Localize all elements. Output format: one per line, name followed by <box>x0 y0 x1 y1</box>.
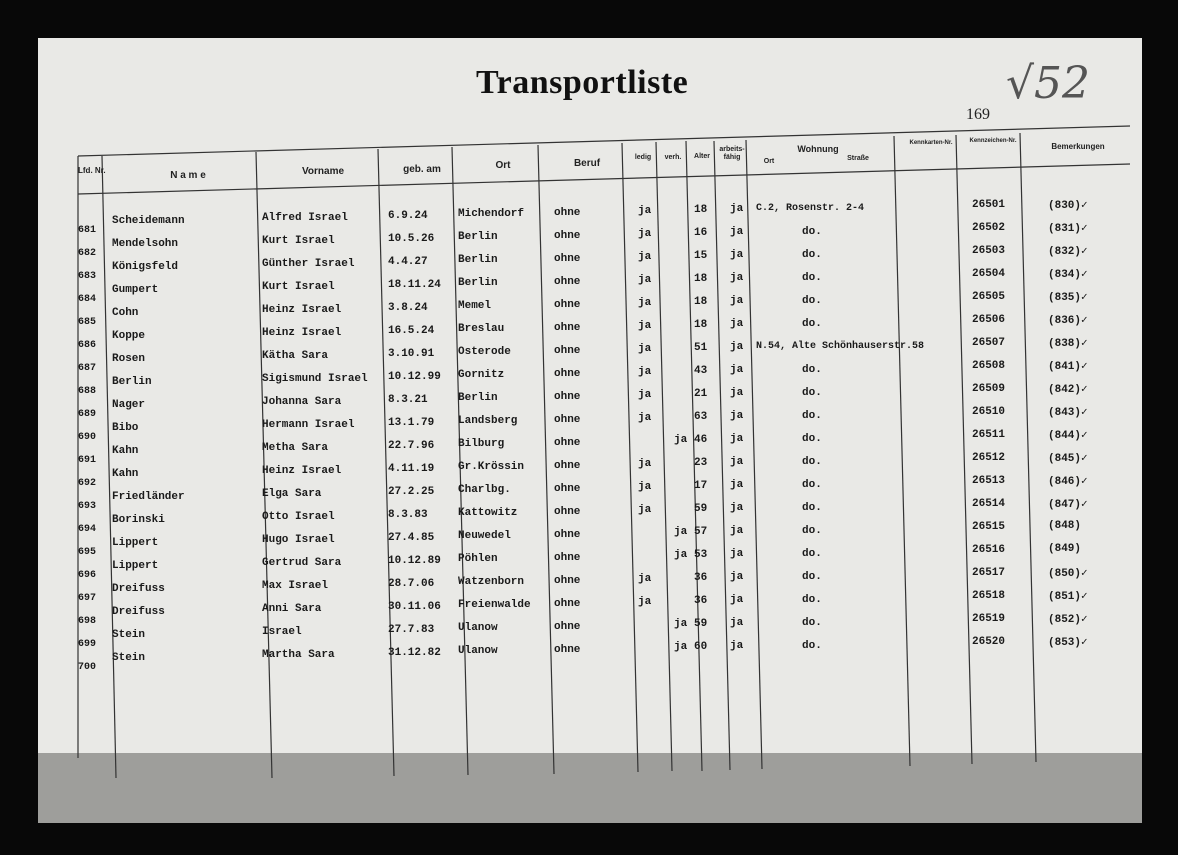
cell-arbeitsfaehig: ja <box>730 571 744 583</box>
cell-geb-am: 31.12.82 <box>388 647 441 659</box>
cell-wohnung: do. <box>802 387 822 399</box>
cell-bemerkungen: (850)✓ <box>1048 568 1088 580</box>
cell-ledig: ja <box>638 596 652 608</box>
cell-vorname: Metha Sara <box>262 442 329 454</box>
cell-name: Nager <box>112 399 146 411</box>
cell-name: Koppe <box>112 330 146 342</box>
cell-geb-am: 27.4.85 <box>388 532 435 544</box>
cell-vorname: Johanna Sara <box>262 396 342 408</box>
cell-ort: Osterode <box>458 346 511 358</box>
cell-ort: Neuwedel <box>458 530 511 542</box>
cell-geb-am: 8.3.83 <box>388 509 428 521</box>
cell-wohnung: do. <box>802 640 822 652</box>
cell-verh: ja <box>674 549 688 561</box>
cell-kennzeichen: 26517 <box>972 567 1006 579</box>
cell-wohnung: C.2, Rosenstr. 2-4 <box>756 203 865 214</box>
cell-geb-am: 27.2.25 <box>388 486 435 498</box>
cell-arbeitsfaehig: ja <box>730 203 744 215</box>
cell-beruf: ohne <box>554 621 581 633</box>
cell-vorname: Gertrud Sara <box>262 557 342 569</box>
cell-wohnung: do. <box>802 249 822 261</box>
cell-ort: Berlin <box>458 231 498 243</box>
cell-ort: Michendorf <box>458 208 525 220</box>
cell-alter: 59 <box>694 618 708 630</box>
cell-ledig: ja <box>638 205 652 217</box>
cell-ledig: ja <box>638 251 652 263</box>
header-lfd-nr: Lfd. Nr. <box>78 166 106 175</box>
cell-wohnung: do. <box>802 364 822 376</box>
cell-ledig: ja <box>638 412 652 424</box>
cell-bemerkungen: (832)✓ <box>1048 246 1088 258</box>
cell-ort: Berlin <box>458 277 498 289</box>
cell-kennzeichen: 26505 <box>972 291 1006 303</box>
cell-ledig: ja <box>638 458 652 470</box>
cell-name: Dreifuss <box>112 583 165 595</box>
cell-bemerkungen: (835)✓ <box>1048 292 1088 304</box>
cell-alter: 36 <box>694 595 708 607</box>
header-ledig: ledig <box>634 154 652 161</box>
header-name: N a m e <box>170 170 206 181</box>
cell-ledig: ja <box>638 320 652 332</box>
cell-beruf: ohne <box>554 276 581 288</box>
header-wohnung-strasse: Straße <box>847 155 869 162</box>
header-beruf: Beruf <box>573 158 601 169</box>
cell-arbeitsfaehig: ja <box>730 249 744 261</box>
cell-wohnung: do. <box>802 272 822 284</box>
cell-wohnung: do. <box>802 594 822 606</box>
cell-lfd-nr: 682 <box>78 248 97 259</box>
cell-lfd-nr: 685 <box>78 317 97 328</box>
cell-geb-am: 10.12.89 <box>388 555 441 567</box>
cell-arbeitsfaehig: ja <box>730 525 744 537</box>
cell-beruf: ohne <box>554 552 581 564</box>
cell-ledig: ja <box>638 366 652 378</box>
cell-alter: 57 <box>694 526 708 538</box>
cell-beruf: ohne <box>554 322 581 334</box>
cell-geb-am: 28.7.06 <box>388 578 435 590</box>
cell-lfd-nr: 698 <box>78 616 97 627</box>
cell-verh: ja <box>674 641 688 653</box>
cell-alter: 18 <box>694 204 708 216</box>
cell-wohnung: N.54, Alte Schönhauserstr.58 <box>756 341 925 352</box>
cell-ort: Pöhlen <box>458 553 498 565</box>
cell-name: Mendelsohn <box>112 238 179 250</box>
cell-wohnung: do. <box>802 617 822 629</box>
cell-name: Berlin <box>112 376 152 388</box>
cell-vorname: Heinz Israel <box>262 304 342 316</box>
cell-kennzeichen: 26511 <box>972 429 1006 441</box>
cell-bemerkungen: (830)✓ <box>1048 200 1088 212</box>
cell-wohnung: do. <box>802 295 822 307</box>
cell-vorname: Kätha Sara <box>262 350 329 362</box>
cell-lfd-nr: 700 <box>78 662 97 673</box>
cell-alter: 43 <box>694 365 708 377</box>
cell-name: Kahn <box>112 468 139 480</box>
cell-name: Rosen <box>112 353 146 365</box>
cell-lfd-nr: 696 <box>78 570 97 581</box>
header-kennzeichen-nr: Kennzeichen-Nr. <box>969 138 1017 144</box>
cell-ort: Freienwalde <box>458 599 531 611</box>
cell-kennzeichen: 26516 <box>972 544 1006 556</box>
cell-name: Friedländer <box>112 491 185 503</box>
cell-lfd-nr: 686 <box>78 340 97 351</box>
cell-bemerkungen: (846)✓ <box>1048 476 1088 488</box>
cell-alter: 60 <box>694 641 708 653</box>
cell-arbeitsfaehig: ja <box>730 272 744 284</box>
header-kennkarten-nr: Kennkarten-Nr. <box>909 140 953 146</box>
cell-kennzeichen: 26518 <box>972 590 1006 602</box>
cell-geb-am: 10.5.26 <box>388 233 435 245</box>
cell-kennzeichen: 26502 <box>972 222 1006 234</box>
cell-bemerkungen: (853)✓ <box>1048 637 1088 649</box>
page-title: Transportliste <box>476 64 689 101</box>
page-number: 169 <box>966 106 990 123</box>
cell-geb-am: 4.11.19 <box>388 463 435 475</box>
cell-geb-am: 8.3.21 <box>388 394 428 406</box>
document-sheet <box>38 38 1142 823</box>
cell-ort: Ulanow <box>458 622 498 634</box>
cell-beruf: ohne <box>554 437 581 449</box>
cell-geb-am: 16.5.24 <box>388 325 435 337</box>
cell-geb-am: 13.1.79 <box>388 417 435 429</box>
cell-beruf: ohne <box>554 644 581 656</box>
cell-kennzeichen: 26513 <box>972 475 1006 487</box>
cell-lfd-nr: 684 <box>78 294 97 305</box>
cell-kennzeichen: 26514 <box>972 498 1006 510</box>
cell-name: Scheidemann <box>112 215 185 227</box>
cell-wohnung: do. <box>802 433 822 445</box>
handwritten-page-mark: √52 <box>1006 58 1091 109</box>
header-geb-am: geb. am <box>403 164 441 175</box>
cell-bemerkungen: (836)✓ <box>1048 315 1088 327</box>
cell-wohnung: do. <box>802 502 822 514</box>
cell-beruf: ohne <box>554 391 581 403</box>
cell-alter: 63 <box>694 411 708 423</box>
cell-vorname: Sigismund Israel <box>262 373 368 385</box>
cell-ort: Ulanow <box>458 645 498 657</box>
cell-vorname: Heinz Israel <box>262 327 342 339</box>
cell-alter: 36 <box>694 572 708 584</box>
cell-ledig: ja <box>638 274 652 286</box>
header-alter: Alter <box>694 153 710 160</box>
cell-beruf: ohne <box>554 207 581 219</box>
cell-geb-am: 3.10.91 <box>388 348 435 360</box>
cell-ort: Memel <box>458 300 492 312</box>
cell-arbeitsfaehig: ja <box>730 364 744 376</box>
cell-ort: Watzenborn <box>458 576 525 588</box>
cell-bemerkungen: (834)✓ <box>1048 269 1088 281</box>
cell-bemerkungen: (845)✓ <box>1048 453 1088 465</box>
cell-wohnung: do. <box>802 548 822 560</box>
cell-ort: Berlin <box>458 392 498 404</box>
cell-lfd-nr: 689 <box>78 409 97 420</box>
cell-ort: Gr.Krössin <box>458 461 525 473</box>
cell-geb-am: 6.9.24 <box>388 210 428 222</box>
cell-kennzeichen: 26512 <box>972 452 1006 464</box>
cell-geb-am: 4.4.27 <box>388 256 428 268</box>
cell-vorname: Kurt Israel <box>262 235 335 247</box>
cell-alter: 51 <box>694 342 708 354</box>
cell-ledig: ja <box>638 297 652 309</box>
cell-arbeitsfaehig: ja <box>730 433 744 445</box>
cell-wohnung: do. <box>802 318 822 330</box>
cell-alter: 21 <box>694 388 708 400</box>
cell-bemerkungen: (852)✓ <box>1048 614 1088 626</box>
cell-geb-am: 18.11.24 <box>388 279 441 291</box>
cell-name: Dreifuss <box>112 606 165 618</box>
cell-name: Stein <box>112 652 146 664</box>
cell-ledig: ja <box>638 228 652 240</box>
cell-verh: ja <box>674 526 688 538</box>
cell-wohnung: do. <box>802 456 822 468</box>
cell-beruf: ohne <box>554 368 581 380</box>
cell-lfd-nr: 683 <box>78 271 97 282</box>
cell-kennzeichen: 26501 <box>972 199 1006 211</box>
cell-alter: 18 <box>694 273 708 285</box>
cell-wohnung: do. <box>802 479 822 491</box>
cell-kennzeichen: 26504 <box>972 268 1006 280</box>
header-bemerkungen: Bemerkungen <box>1051 142 1105 151</box>
cell-vorname: Heinz Israel <box>262 465 342 477</box>
cell-name: Lippert <box>112 537 159 549</box>
cell-kennzeichen: 26503 <box>972 245 1006 257</box>
cell-ledig: ja <box>638 389 652 401</box>
cell-beruf: ohne <box>554 414 581 426</box>
cell-ort: Bilburg <box>458 438 505 450</box>
cell-wohnung: do. <box>802 226 822 238</box>
cell-bemerkungen: (831)✓ <box>1048 223 1088 235</box>
cell-arbeitsfaehig: ja <box>730 226 744 238</box>
cell-bemerkungen: (847)✓ <box>1048 499 1088 511</box>
cell-arbeitsfaehig: ja <box>730 479 744 491</box>
cell-bemerkungen: (844)✓ <box>1048 430 1088 442</box>
cell-lfd-nr: 695 <box>78 547 97 558</box>
cell-geb-am: 3.8.24 <box>388 302 428 314</box>
cell-ledig: ja <box>638 481 652 493</box>
cell-lfd-nr: 697 <box>78 593 97 604</box>
header-ort: Ort <box>495 160 511 171</box>
cell-lfd-nr: 690 <box>78 432 97 443</box>
cell-beruf: ohne <box>554 253 581 265</box>
cell-alter: 16 <box>694 227 708 239</box>
cell-name: Borinski <box>112 514 165 526</box>
header-arbeitsfaehig: arbeits-fähig <box>719 146 745 162</box>
cell-name: Cohn <box>112 307 139 319</box>
cell-kennzeichen: 26515 <box>972 521 1006 533</box>
cell-alter: 46 <box>694 434 708 446</box>
cell-beruf: ohne <box>554 575 581 587</box>
header-verh: verh. <box>664 154 682 161</box>
cell-arbeitsfaehig: ja <box>730 617 744 629</box>
cell-arbeitsfaehig: ja <box>730 502 744 514</box>
cell-vorname: Martha Sara <box>262 649 335 661</box>
cell-name: Bibo <box>112 422 139 434</box>
cell-beruf: ohne <box>554 483 581 495</box>
cell-alter: 15 <box>694 250 708 262</box>
cell-ort: Landsberg <box>458 415 518 427</box>
cell-beruf: ohne <box>554 230 581 242</box>
cell-bemerkungen: (842)✓ <box>1048 384 1088 396</box>
cell-kennzeichen: 26508 <box>972 360 1006 372</box>
cell-verh: ja <box>674 434 688 446</box>
cell-ort: Kattowitz <box>458 507 518 519</box>
cell-lfd-nr: 694 <box>78 524 97 535</box>
cell-bemerkungen: (843)✓ <box>1048 407 1088 419</box>
cell-beruf: ohne <box>554 299 581 311</box>
cell-lfd-nr: 692 <box>78 478 97 489</box>
cell-wohnung: do. <box>802 410 822 422</box>
cell-bemerkungen: (848) <box>1048 520 1082 532</box>
cell-vorname: Alfred Israel <box>262 212 348 224</box>
cell-name: Lippert <box>112 560 159 572</box>
cell-lfd-nr: 691 <box>78 455 97 466</box>
cell-name: Stein <box>112 629 146 641</box>
cell-beruf: ohne <box>554 529 581 541</box>
cell-arbeitsfaehig: ja <box>730 548 744 560</box>
cell-bemerkungen: (851)✓ <box>1048 591 1088 603</box>
cell-arbeitsfaehig: ja <box>730 594 744 606</box>
cell-vorname: Hugo Israel <box>262 534 335 546</box>
cell-alter: 53 <box>694 549 708 561</box>
cell-verh: ja <box>674 618 688 630</box>
cell-beruf: ohne <box>554 460 581 472</box>
cell-beruf: ohne <box>554 506 581 518</box>
cell-geb-am: 10.12.99 <box>388 371 441 383</box>
cell-alter: 59 <box>694 503 708 515</box>
cell-vorname: Max Israel <box>262 580 329 592</box>
cell-ledig: ja <box>638 573 652 585</box>
cell-kennzeichen: 26510 <box>972 406 1006 418</box>
cell-beruf: ohne <box>554 345 581 357</box>
cell-alter: 17 <box>694 480 708 492</box>
cell-lfd-nr: 699 <box>78 639 97 650</box>
cell-vorname: Otto Israel <box>262 511 335 523</box>
cell-name: Kahn <box>112 445 139 457</box>
cell-beruf: ohne <box>554 598 581 610</box>
cell-ledig: ja <box>638 343 652 355</box>
header-wohnung-ort: Ort <box>763 158 775 165</box>
cell-wohnung: do. <box>802 525 822 537</box>
cell-geb-am: 22.7.96 <box>388 440 435 452</box>
cell-arbeitsfaehig: ja <box>730 410 744 422</box>
cell-arbeitsfaehig: ja <box>730 387 744 399</box>
cell-bemerkungen: (838)✓ <box>1048 338 1088 350</box>
cell-bemerkungen: (841)✓ <box>1048 361 1088 373</box>
cell-bemerkungen: (849) <box>1048 543 1082 555</box>
cell-vorname: Elga Sara <box>262 488 322 500</box>
cell-alter: 23 <box>694 457 708 469</box>
cell-arbeitsfaehig: ja <box>730 640 744 652</box>
cell-vorname: Hermann Israel <box>262 419 355 431</box>
cell-name: Königsfeld <box>112 261 179 273</box>
cell-wohnung: do. <box>802 571 822 583</box>
cell-vorname: Anni Sara <box>262 603 322 615</box>
cell-geb-am: 30.11.06 <box>388 601 441 613</box>
header-vorname: Vorname <box>301 166 345 177</box>
cell-alter: 18 <box>694 296 708 308</box>
cell-kennzeichen: 26509 <box>972 383 1006 395</box>
cell-arbeitsfaehig: ja <box>730 295 744 307</box>
cell-ort: Charlbg. <box>458 484 511 496</box>
cell-vorname: Israel <box>262 626 302 638</box>
cell-arbeitsfaehig: ja <box>730 456 744 468</box>
cell-vorname: Kurt Israel <box>262 281 335 293</box>
cell-ort: Berlin <box>458 254 498 266</box>
cell-lfd-nr: 681 <box>78 225 97 236</box>
cell-ort: Gornitz <box>458 369 505 381</box>
header-wohnung: Wohnung <box>797 144 839 154</box>
cell-geb-am: 27.7.83 <box>388 624 435 636</box>
cell-lfd-nr: 688 <box>78 386 97 397</box>
cell-alter: 18 <box>694 319 708 331</box>
cell-vorname: Günther Israel <box>262 258 355 270</box>
cell-arbeitsfaehig: ja <box>730 318 744 330</box>
cell-lfd-nr: 693 <box>78 501 97 512</box>
cell-lfd-nr: 687 <box>78 363 97 374</box>
cell-kennzeichen: 26506 <box>972 314 1006 326</box>
cell-kennzeichen: 26520 <box>972 636 1006 648</box>
cell-name: Gumpert <box>112 284 159 296</box>
cell-ledig: ja <box>638 504 652 516</box>
cell-kennzeichen: 26519 <box>972 613 1006 625</box>
cell-arbeitsfaehig: ja <box>730 341 744 353</box>
cell-ort: Breslau <box>458 323 505 335</box>
cell-kennzeichen: 26507 <box>972 337 1006 349</box>
